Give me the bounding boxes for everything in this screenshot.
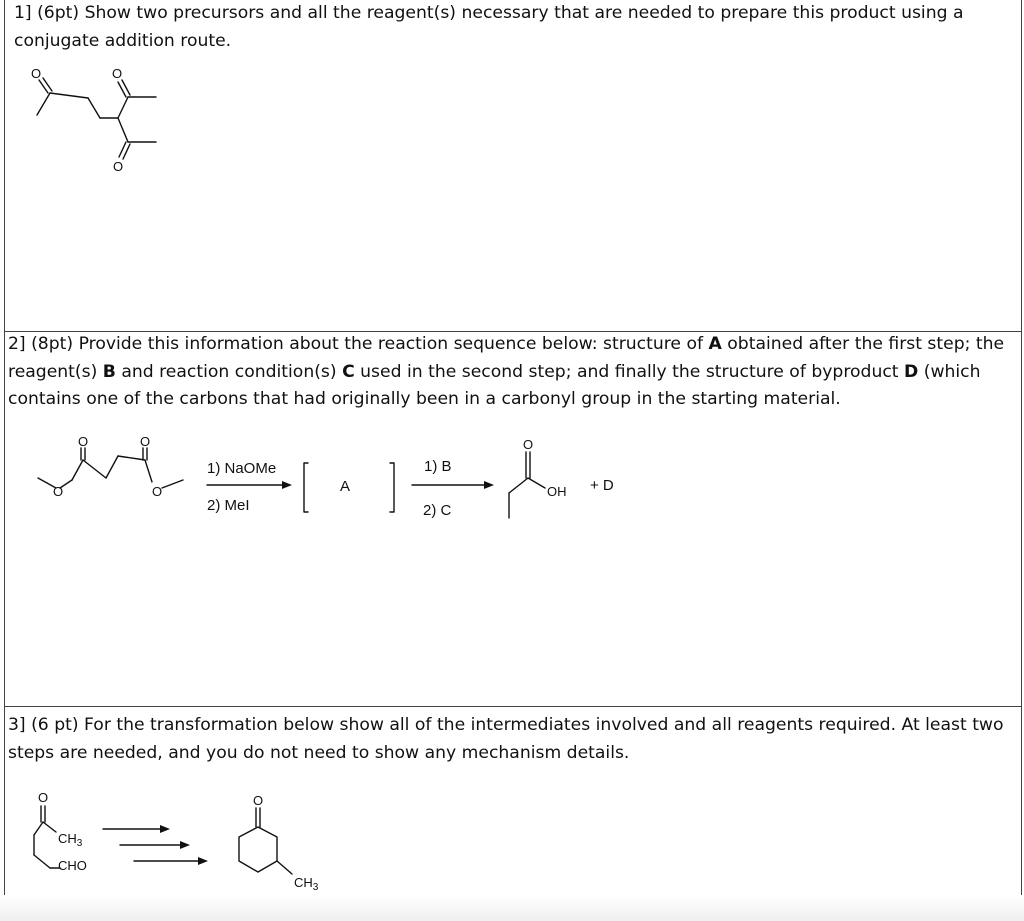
page-bottom-edge [0,895,1024,921]
q3-starting-material [34,790,87,873]
step-arrow-head [160,825,170,833]
byproduct-d-label: + D [590,477,614,494]
oxygen-label: O [77,434,89,449]
oxygen-label: O [37,790,49,805]
q2-label-c: C [342,361,355,382]
oxygen-label: O [52,484,64,499]
q2-reaction-scheme [0,430,700,550]
q3-product [239,793,319,893]
step1-reagent-2: 2) MeI [207,497,250,514]
step-arrow-head [198,857,208,865]
methyl-label [58,831,83,849]
question-3-text: 3] (6 pt) For the transformation below show all of the intermediates involved and all reagents required. At least two steps are needed, and you do not need to show any mechanism details. [8,715,1004,763]
methyl-subscript: 3 [312,882,319,893]
question-1-text: 1] (6pt) Show two precursors and all the reagent(s) necessary that are needed to prepare this product using a conjugate addition route. [14,3,964,51]
methyl-ch: CH [294,875,313,890]
oxygen-label: O [522,437,534,452]
methyl-subscript: 3 [76,838,83,849]
step2-condition: 2) C [423,502,452,519]
q2-text-part: used in the second step; and finally the structure of byproduct [354,361,904,382]
q2-text-part: and reaction condition(s) [115,361,343,382]
q2-text-part: (which contains one of the carbons that had originally been in a carbonyl group in the starting material. [8,361,981,409]
oxygen-label: O [30,66,42,81]
q1-product-structure [0,0,200,200]
oxygen-label: O [112,159,124,174]
step1-reagent-1: 1) NaOMe [207,460,277,477]
q2-text-part: obtained after the first step; the reagent(s) [8,334,1005,382]
q2-label-d: D [904,361,919,382]
q2-product [509,437,567,518]
methyl-ch: CH [58,831,77,846]
oxygen-label: O [252,793,264,808]
reaction-arrow-head [484,481,494,489]
q2-label-a: A [708,334,722,354]
intermediate-a-label: A [340,478,351,495]
aldehyde-label: CHO [58,858,87,873]
hydroxyl-label: OH [547,484,567,499]
step2-reagent: 1) B [424,458,452,475]
q2-label-b: B [102,361,116,382]
q3-transformation-scheme [0,790,400,900]
step-arrow-head [180,841,190,849]
reaction-arrow-head [282,481,292,489]
q2-starting-material [38,434,183,499]
methyl-label [294,875,319,893]
oxygen-label: O [151,484,163,499]
q2-text-part: 2] (8pt) Provide this information about the reaction sequence below: structure of [8,334,709,354]
question-2-text [8,331,1018,414]
oxygen-label: O [139,434,151,449]
oxygen-label: O [111,66,123,81]
